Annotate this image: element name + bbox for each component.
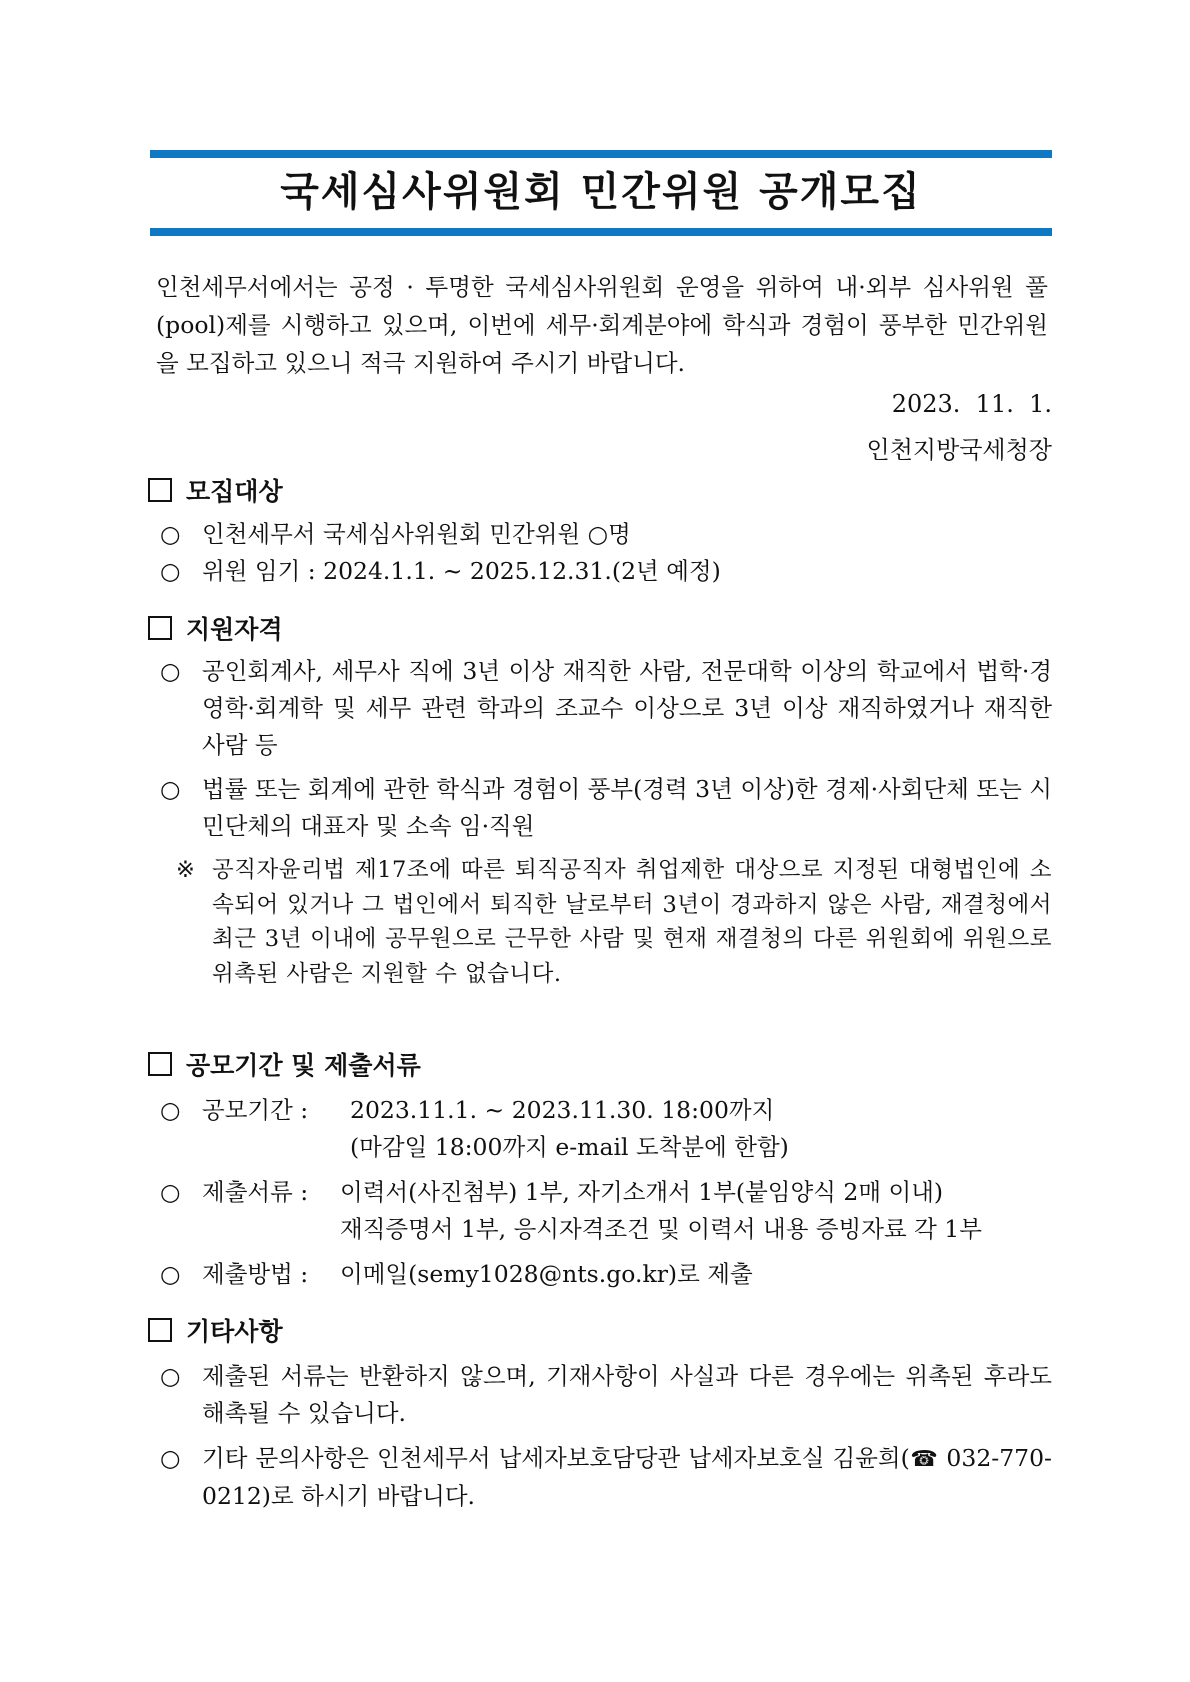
checkbox-square-icon <box>148 1318 172 1342</box>
list-item-text: 위원 임기 : 2024.1.1. ~ 2025.12.31.(2년 예정) <box>202 557 721 585</box>
title-rule-top <box>150 150 1052 158</box>
method-row <box>160 1256 1052 1293</box>
circle-bullet-icon: ○ <box>160 1096 181 1124</box>
documents-row <box>160 1174 1052 1248</box>
documents-value: 이력서(사진첨부) 1부, 자기소개서 1부(붙임양식 2매 이내) <box>340 1178 944 1206</box>
intro-paragraph: 인천세무서에서는 공정 · 투명한 국세심사위원회 운영을 위하여 내·외부 심사위원 풀(pool)제를 시행하고 있으며, 이번에 세무·회계분야에 학식과 경험이 풍부한 민간위원을 모집하고 있으니 적극 지원하여 주시기 바랍니다. <box>156 273 1048 377</box>
period-row <box>160 1092 1052 1166</box>
list-item-text: 법률 또는 회계에 관한 학식과 경험이 풍부(경력 3년 이상)한 경제·사회단체 또는 시민단체의 대표자 및 소속 임·직원 <box>202 775 1052 840</box>
circle-bullet-icon: ○ <box>160 520 181 548</box>
period-value: 2023.11.1. ~ 2023.11.30. 18:00까지 <box>350 1096 775 1124</box>
section-heading-qualification <box>148 610 283 646</box>
checkbox-square-icon <box>148 616 172 640</box>
documents-label: 제출서류 : <box>202 1178 309 1206</box>
issuer: 인천지방국세청장 <box>866 436 1052 464</box>
section-title: 지원자격 <box>186 615 283 644</box>
circle-bullet-icon: ○ <box>160 557 181 585</box>
list-item <box>160 1440 1052 1515</box>
qualification-note <box>176 853 1052 991</box>
documents-value-2: 재직증명서 1부, 응시자격조건 및 이력서 내용 증빙자료 각 1부 <box>340 1215 982 1243</box>
title-rule-bottom <box>150 228 1052 236</box>
period-label: 공모기간 : <box>202 1096 309 1124</box>
circle-bullet-icon: ○ <box>160 1444 181 1472</box>
method-label: 제출방법 : <box>202 1260 309 1288</box>
announcement-date: 2023. 11. 1. <box>891 390 1052 418</box>
section-title: 공모기간 및 제출서류 <box>186 1051 421 1080</box>
list-item <box>160 771 1052 845</box>
circle-bullet-icon: ○ <box>160 1362 181 1390</box>
list-item <box>160 653 1052 764</box>
list-item <box>160 1358 1052 1432</box>
contact-suffix: 032-770-0212)로 하시기 바랍니다. <box>202 1444 1053 1510</box>
section-heading-recruit <box>148 472 283 508</box>
period-note: (마감일 18:00까지 e-mail 도착분에 한함) <box>350 1133 789 1161</box>
section-heading-etc <box>148 1312 283 1348</box>
list-item <box>160 516 1052 553</box>
section-title: 기타사항 <box>186 1317 283 1346</box>
checkbox-square-icon <box>148 1052 172 1076</box>
list-item-text: 공인회계사, 세무사 직에 3년 이상 재직한 사람, 전문대학 이상의 학교에서 법학·경영학·회계학 및 세무 관련 학과의 조교수 이상으로 3년 이상 재직하였거나 재직한 사람 등 <box>202 657 1052 759</box>
contact-prefix: 기타 문의사항은 인천세무서 납세자보호담당관 납세자보호실 김윤희( <box>202 1444 910 1472</box>
contact-text <box>202 1440 1052 1515</box>
note-text: 공직자윤리법 제17조에 따른 퇴직공직자 취업제한 대상으로 지정된 대형법인에 소속되어 있거나 그 법인에서 퇴직한 날로부터 3년이 경과하지 않은 사람, 재결청에서 최근 3년 이내에 공무원으로 근무한 사람 및 현재 재결청의 다른 위원회에 위원으로 위촉된 사람은 지원할 수 없습니다. <box>212 857 1052 987</box>
method-value: 이메일(semy1028@nts.go.kr)로 제출 <box>340 1260 753 1288</box>
list-item <box>160 553 1052 590</box>
checkbox-square-icon <box>148 478 172 502</box>
section-title: 모집대상 <box>186 477 283 506</box>
circle-bullet-icon: ○ <box>160 775 181 803</box>
page-title: 국세심사위원회 민간위원 공개모집 <box>280 169 922 215</box>
reference-mark-icon: ※ <box>176 857 195 883</box>
circle-bullet-icon: ○ <box>160 1260 181 1288</box>
circle-bullet-icon: ○ <box>160 657 181 685</box>
circle-bullet-icon: ○ <box>160 1178 181 1206</box>
phone-icon: ☎ <box>909 1447 939 1472</box>
section-heading-period <box>148 1046 421 1082</box>
list-item-text: 제출된 서류는 반환하지 않으며, 기재사항이 사실과 다른 경우에는 위촉된 후라도 해촉될 수 있습니다. <box>202 1362 1052 1427</box>
list-item-text: 인천세무서 국세심사위원회 민간위원 ○명 <box>202 520 631 548</box>
